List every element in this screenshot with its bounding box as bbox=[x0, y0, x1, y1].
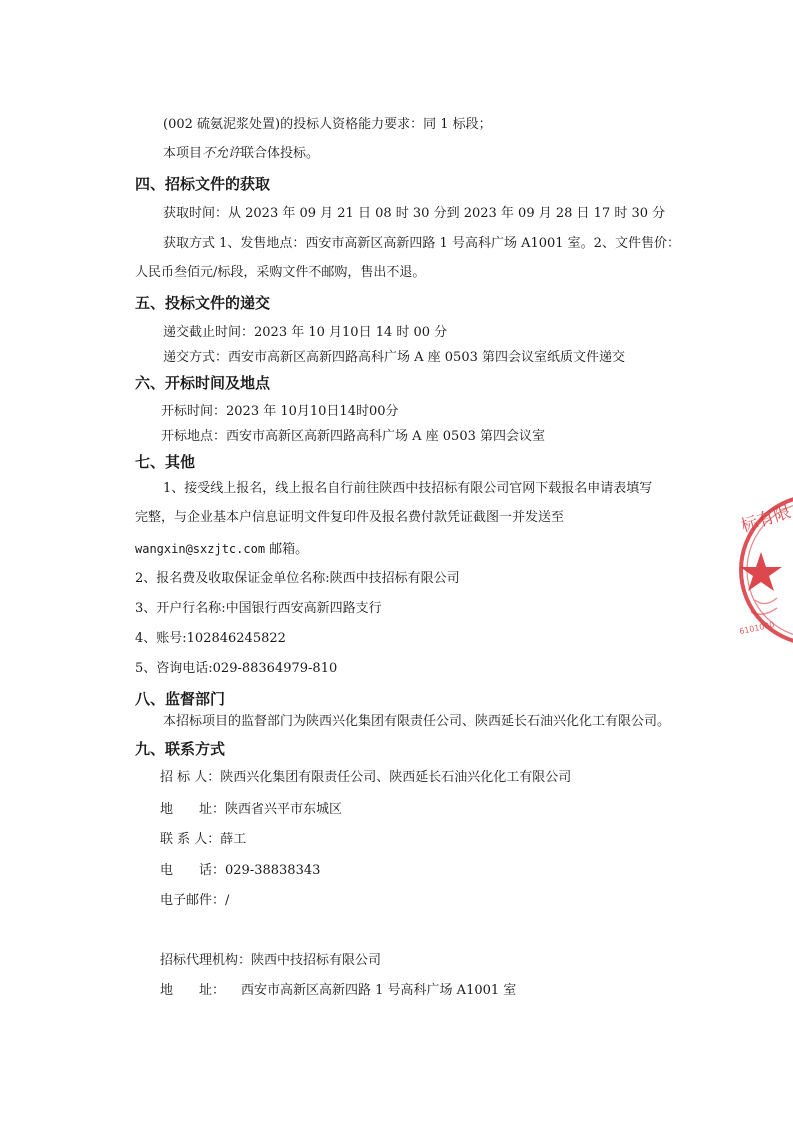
agency-address-value: 西安市高新区高新四路 1 号高科广场 A1001 室 bbox=[241, 983, 517, 998]
opening-time: 开标时间：2023 年 10月10日14时00分 bbox=[161, 404, 399, 419]
contact-address bbox=[160, 801, 342, 819]
consortium-prefix: 本项目 bbox=[163, 146, 203, 161]
contact-value: 薛工 bbox=[220, 832, 247, 847]
seal-text-top: 标有限 bbox=[738, 502, 793, 537]
email-suffix: 邮箱。 bbox=[265, 542, 309, 557]
other-item-5: 5、咨询电话:029-88364979-810 bbox=[135, 661, 338, 676]
section-9-heading: 九、联系方式 bbox=[135, 740, 226, 758]
consortium-suffix: 联合体投标。 bbox=[241, 146, 320, 161]
consortium-emphasis: 不允许 bbox=[202, 146, 242, 161]
acquire-method-line1: 获取方式 1、发售地点：西安市高新区高新四路 1 号高科广场 A1001 室。2、文件售价： bbox=[163, 236, 680, 251]
phone-label: 电 话： bbox=[160, 863, 226, 878]
acquire-time: 获取时间：从 2023 年 09 月 21 日 08 时 30 分到 2023 年 09 月 28 日 17 时 30 分 bbox=[163, 206, 666, 221]
tenderer-value: 陕西兴化集团有限责任公司、陕西延长石油兴化化工有限公司 bbox=[220, 770, 572, 785]
agency-name-row bbox=[160, 952, 381, 970]
agency-label: 招标代理机构： bbox=[160, 953, 252, 968]
other-item-3: 3、开户行名称:中国银行西安高新四路支行 bbox=[135, 601, 382, 616]
contact-person bbox=[160, 831, 246, 849]
section-5-heading: 五、投标文件的递交 bbox=[135, 294, 271, 312]
address-value: 陕西省兴平市东城区 bbox=[225, 802, 343, 817]
contact-tenderer bbox=[160, 769, 571, 787]
agency-address-label: 地 址： bbox=[160, 983, 226, 998]
seal-stamp-icon bbox=[735, 488, 793, 653]
other-item-1-line3 bbox=[135, 540, 308, 559]
acquire-method-line2: 人民币叁佰元/标段，采购文件不邮购，售出不退。 bbox=[135, 265, 426, 280]
other-item-1-line1: 1、接受线上报名，线上报名自行前往陕西中技招标有限公司官网下载报名申请表填写 bbox=[163, 481, 653, 496]
opening-place: 开标地点：西安市高新区高新四路高科广场 A 座 0503 第四会议室 bbox=[161, 429, 546, 444]
contact-phone bbox=[160, 862, 320, 880]
seal-text-bottom: 6101000 bbox=[738, 620, 776, 637]
supervision-text: 本招标项目的监督部门为陕西兴化集团有限责任公司、陕西延长石油兴化化工有限公司。 bbox=[163, 714, 671, 729]
section-8-heading: 八、监督部门 bbox=[135, 690, 226, 708]
email-label: 电子邮件： bbox=[160, 893, 226, 908]
section-6-heading: 六、开标时间及地点 bbox=[135, 374, 271, 392]
other-item-4: 4、账号:102846245822 bbox=[135, 631, 286, 646]
qualification-line: (002 硫氨泥浆处置)的投标人资格能力要求：同 1 标段； bbox=[163, 117, 492, 132]
agency-address-row bbox=[160, 982, 516, 1000]
email-address: wangxin@sxzjtc.com bbox=[135, 542, 266, 556]
tenderer-label: 招 标 人： bbox=[160, 770, 221, 785]
other-item-2: 2、报名费及收取保证金单位名称:陕西中技招标有限公司 bbox=[135, 571, 460, 586]
address-label: 地 址： bbox=[160, 802, 226, 817]
email-value: / bbox=[225, 893, 230, 908]
contact-email bbox=[160, 892, 229, 910]
submit-method: 递交方式：西安市高新区高新四路高科广场 A 座 0503 第四会议室纸质文件递交 bbox=[163, 350, 626, 365]
agency-value: 陕西中技招标有限公司 bbox=[251, 953, 382, 968]
consortium-line bbox=[163, 145, 319, 163]
contact-label: 联 系 人： bbox=[160, 832, 221, 847]
section-4-heading: 四、招标文件的获取 bbox=[135, 175, 271, 193]
section-7-heading: 七、其他 bbox=[135, 453, 196, 471]
phone-value: 029-38838343 bbox=[225, 863, 321, 878]
company-seal bbox=[735, 488, 793, 653]
submit-deadline: 递交截止时间：2023 年 10 月10日 14 时 00 分 bbox=[163, 325, 448, 340]
other-item-1-line2: 完整，与企业基本户信息证明文件复印件及报名费付款凭证截图一并发送至 bbox=[135, 510, 565, 525]
